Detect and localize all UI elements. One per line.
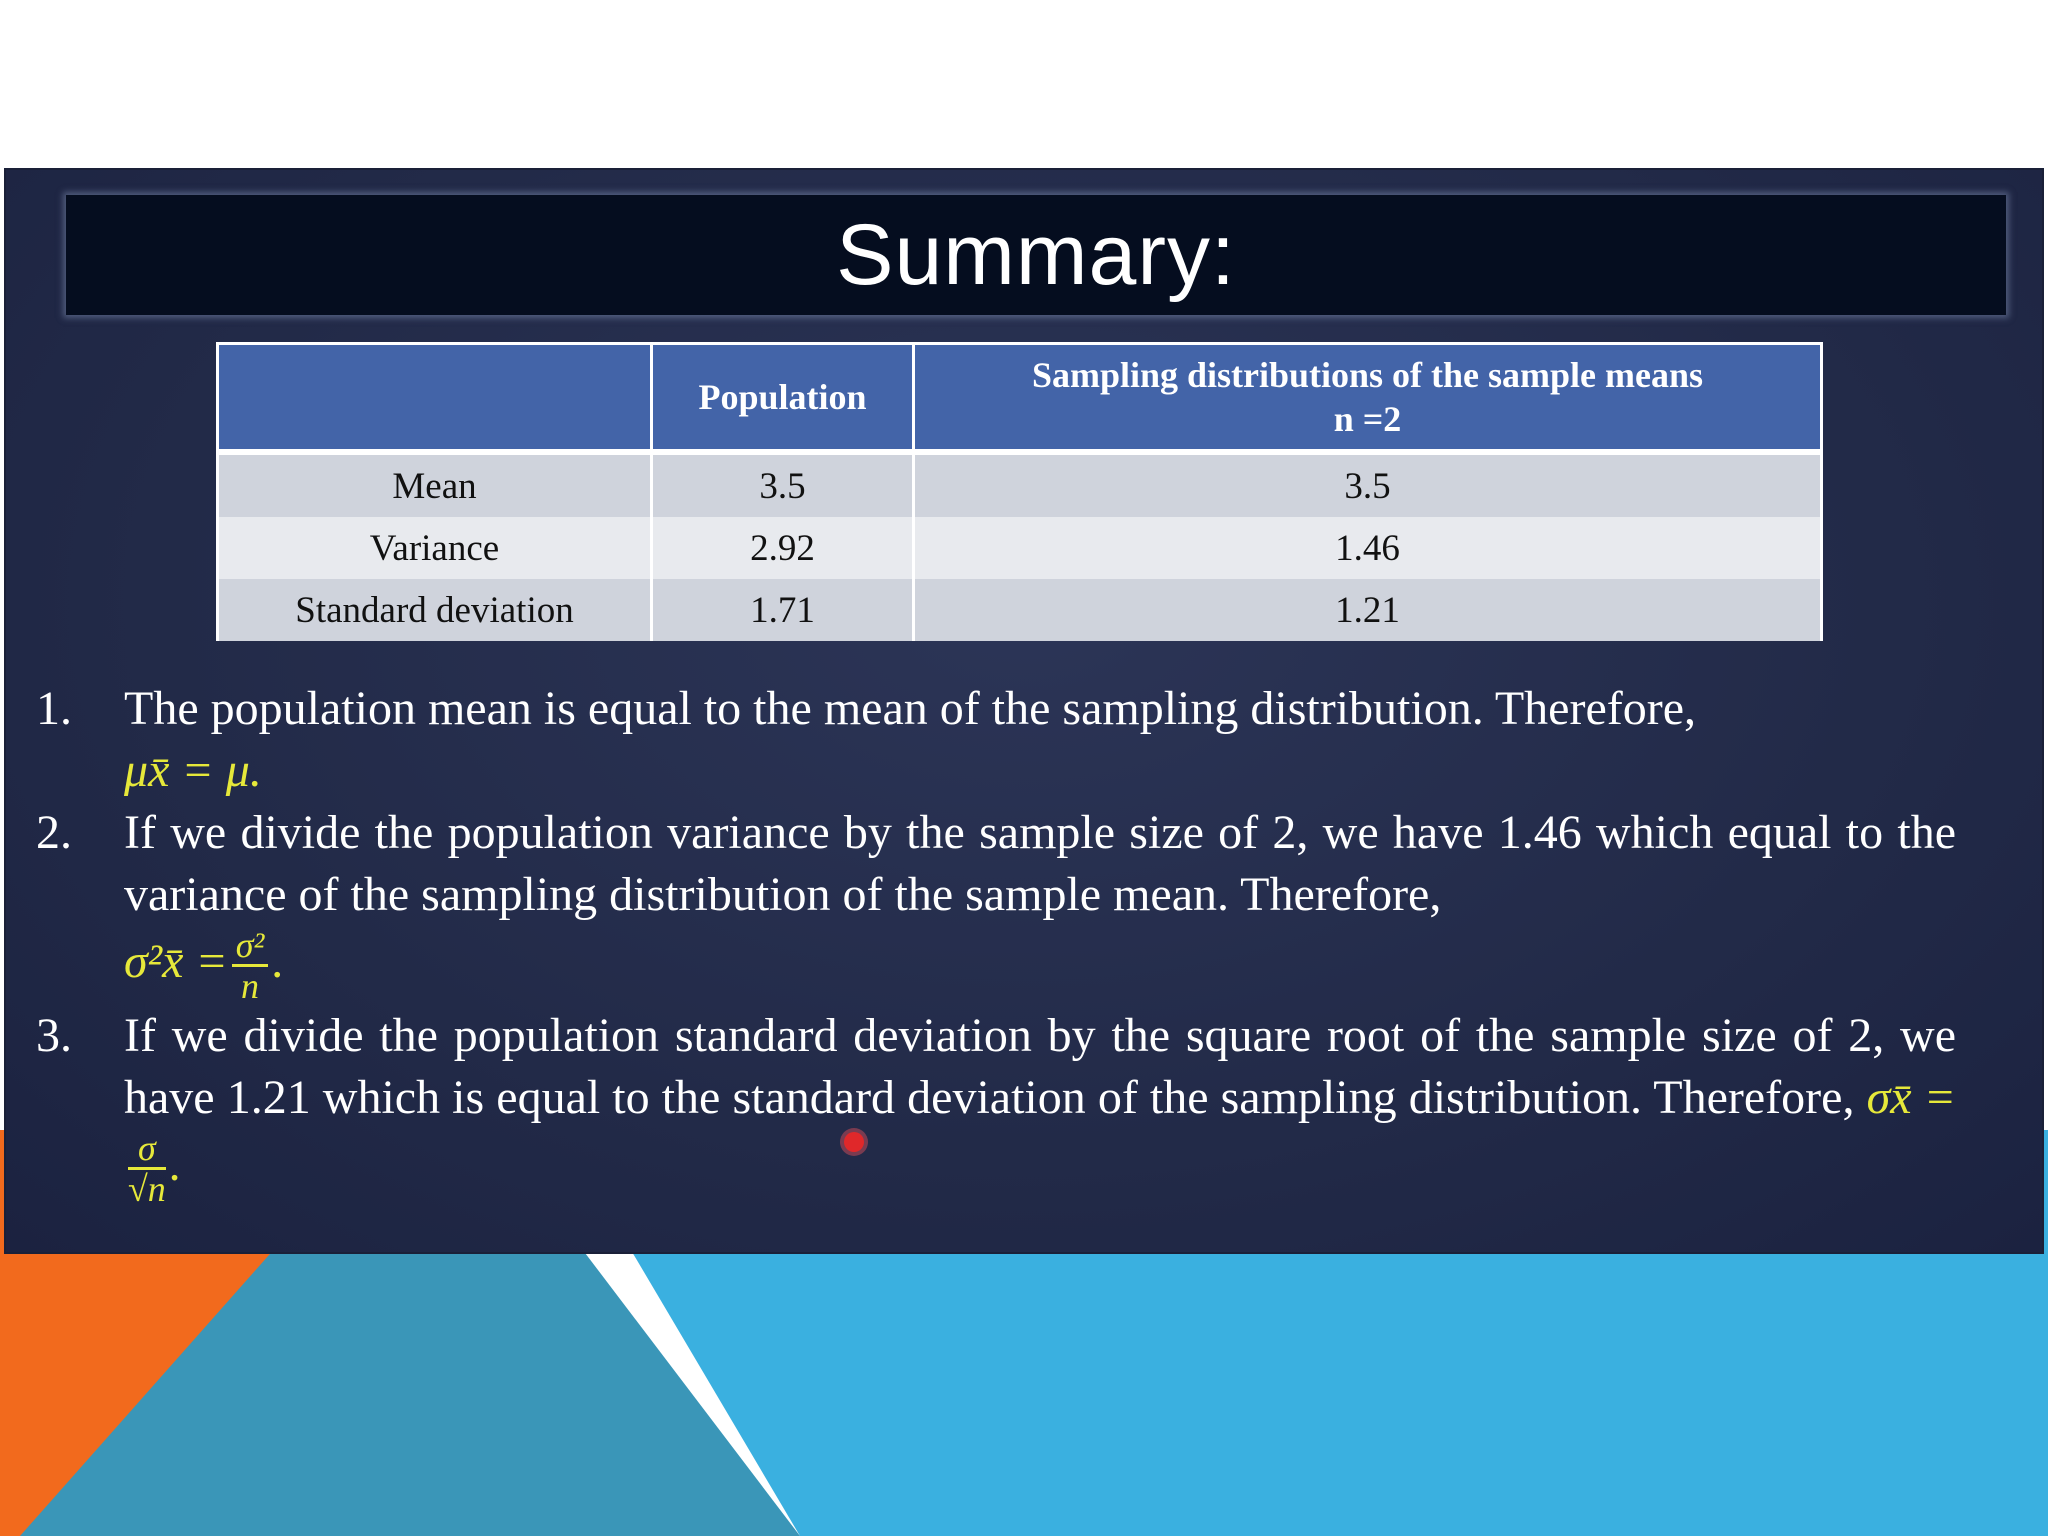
formula-mean: μx̄ = μ.: [124, 744, 262, 797]
sampling-value: 1.21: [914, 579, 1822, 641]
header-empty: [218, 344, 652, 453]
summary-points: [36, 678, 1956, 1208]
formula-end: .: [272, 934, 285, 988]
population-value: 1.71: [652, 579, 914, 641]
slide: [6, 170, 2042, 1252]
formula-fraction: [232, 926, 269, 1005]
formula-lhs: σ²x̄ =: [124, 934, 228, 988]
formula-lhs: σx̄ =: [1866, 1071, 1957, 1124]
header-sampling: [914, 344, 1822, 453]
formula-denominator: √n: [128, 1169, 166, 1209]
point-number: 2.: [36, 806, 72, 859]
population-value: 2.92: [652, 517, 914, 579]
header-population: Population: [652, 344, 914, 453]
header-sampling-line2: n =2: [1333, 399, 1402, 439]
summary-table: [216, 342, 1823, 641]
population-value: 3.5: [652, 452, 914, 517]
table-row: [218, 517, 1822, 579]
formula-denominator: n: [241, 966, 260, 1006]
sampling-value: 3.5: [914, 452, 1822, 517]
point-number: 1.: [36, 682, 72, 735]
header-sampling-line1: Sampling distributions of the sample means: [1031, 355, 1704, 395]
formula-variance: [124, 925, 285, 1006]
point-number: 3.: [36, 1009, 72, 1062]
row-label: Standard deviation: [218, 579, 652, 641]
formula-end: .: [169, 1137, 182, 1191]
row-label: Variance: [218, 517, 652, 579]
slide-title: Summary:: [836, 206, 1236, 303]
title-bar: [66, 195, 2006, 315]
formula-numerator: σ: [128, 1129, 166, 1170]
table-header-row: [218, 344, 1822, 453]
table-row: [218, 579, 1822, 641]
list-item: [36, 678, 1956, 802]
point-text: If we divide the population standard deviation by the square root of the sample size of 2, we have 1.21 which is equal to the standard deviation of the sampling distribution. Therefore,: [124, 1009, 1956, 1124]
formula-fraction: [128, 1129, 166, 1208]
formula-numerator: σ²: [232, 926, 269, 967]
pointer-cursor-icon: [844, 1132, 864, 1152]
row-label: Mean: [218, 452, 652, 517]
table-row: [218, 452, 1822, 517]
point-text: If we divide the population variance by the sample size of 2, we have 1.46 which equal to the variance of the sampling distribution of the sample mean. Therefore,: [124, 806, 1956, 921]
list-item: [36, 1005, 1956, 1208]
list-item: [36, 802, 1956, 1005]
point-text: The population mean is equal to the mean of the sampling distribution. Therefore,: [124, 682, 1697, 735]
sampling-value: 1.46: [914, 517, 1822, 579]
